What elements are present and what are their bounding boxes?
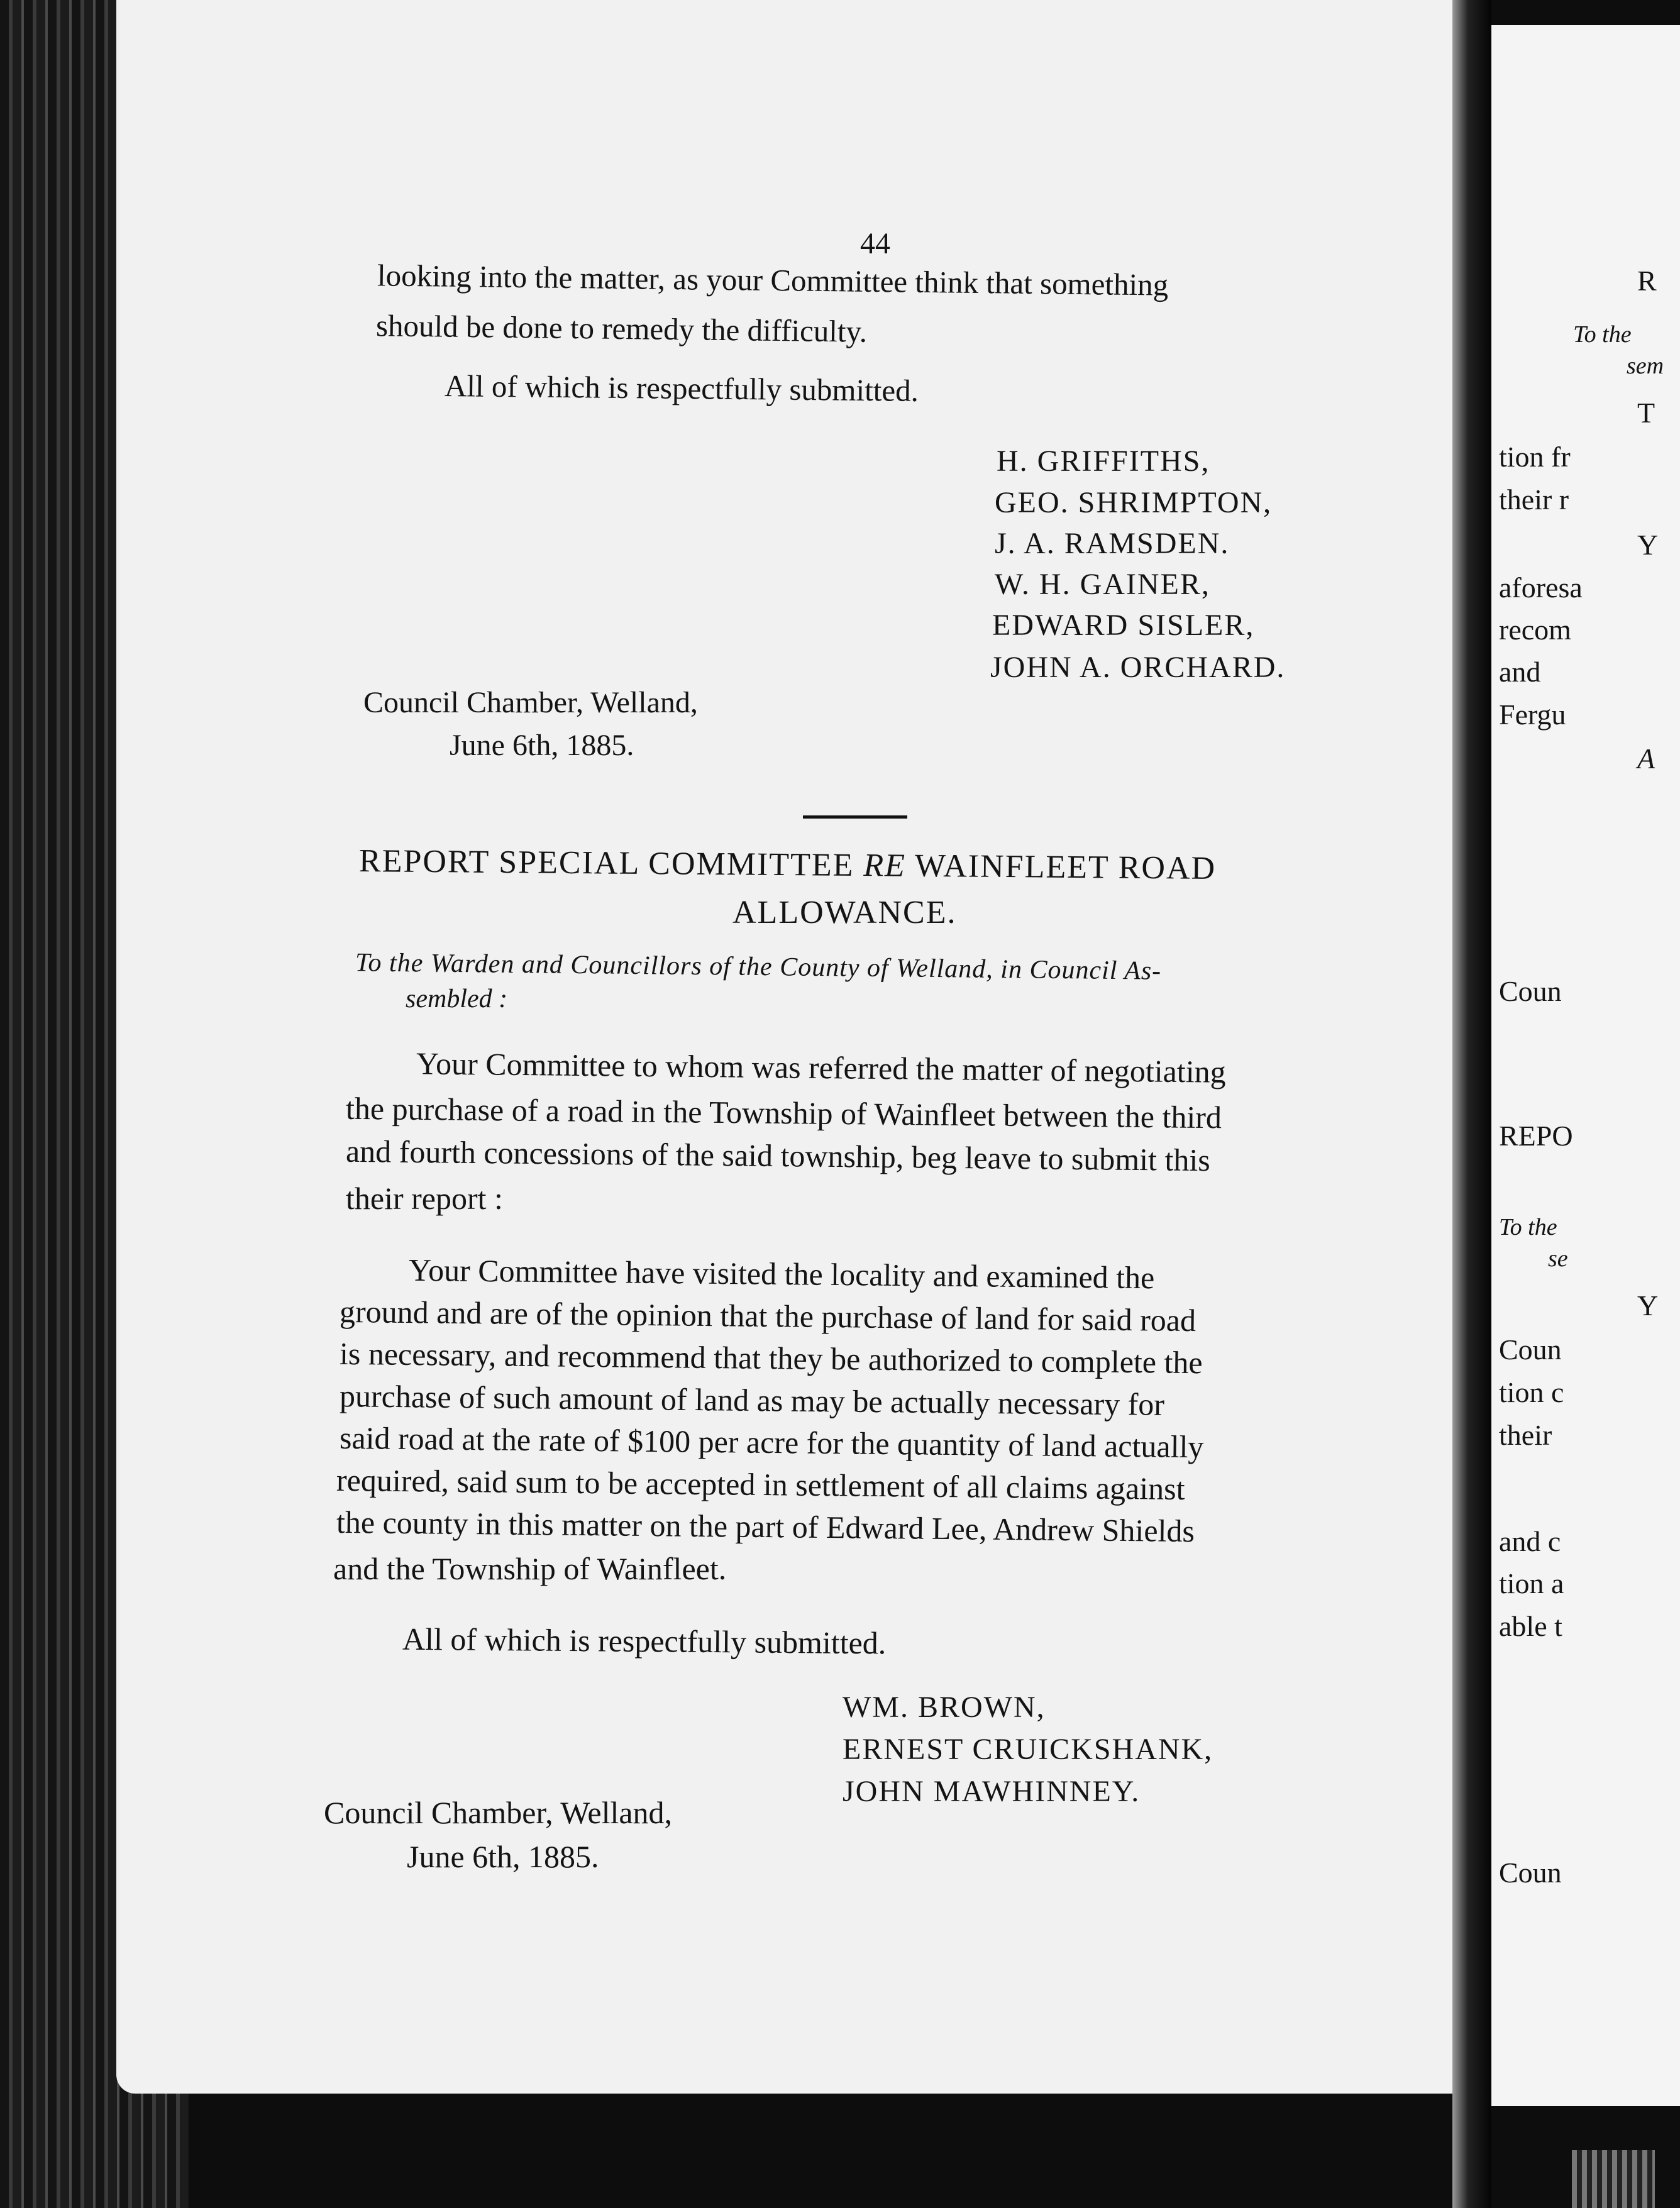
signatory: ERNEST CRUICKSHANK, bbox=[843, 1733, 1213, 1766]
facing-page-fragment: tion a bbox=[1499, 1567, 1564, 1599]
facing-page-fragment: A bbox=[1637, 742, 1655, 775]
facing-page-fragment: Y bbox=[1637, 529, 1659, 561]
place-line: Council Chamber, Welland, bbox=[324, 1795, 673, 1830]
signatory: JOHN A. ORCHARD. bbox=[990, 651, 1286, 684]
paragraph-line: Your Committee have visited the locality and examined the bbox=[408, 1252, 1155, 1296]
facing-page-fragment: aforesa bbox=[1499, 571, 1583, 604]
facing-page-fragment: Coun bbox=[1499, 975, 1562, 1007]
paragraph-line: and the Township of Wainfleet. bbox=[333, 1551, 727, 1586]
date-line: June 6th, 1885. bbox=[450, 729, 634, 762]
report-title-part: WAINFLEET ROAD bbox=[914, 847, 1217, 886]
facing-page-fragment: recom bbox=[1499, 614, 1571, 646]
address-line: sembled : bbox=[406, 985, 508, 1013]
report-title bbox=[359, 844, 1217, 886]
facing-page-fragment: Coun bbox=[1499, 1857, 1562, 1889]
paragraph-line: said road at the rate of $100 per acre for the quantity of land actually bbox=[339, 1420, 1204, 1465]
paragraph-line: required, said sum to be accepted in settlement of all claims against bbox=[336, 1462, 1185, 1507]
report-title-line2: ALLOWANCE. bbox=[732, 895, 957, 930]
facing-page-fragment: T bbox=[1637, 397, 1655, 429]
paragraph-line: ground and are of the opinion that the purchase of land for said road bbox=[339, 1293, 1196, 1339]
date-line: June 6th, 1885. bbox=[407, 1839, 599, 1874]
page-number: 44 bbox=[860, 227, 890, 260]
facing-page-fragment: Y bbox=[1637, 1289, 1659, 1322]
paragraph-line: the purchase of a road in the Township of Wainfleet between the third bbox=[345, 1090, 1222, 1135]
report-title-re: RE bbox=[863, 847, 907, 884]
signatory: JOHN MAWHINNEY. bbox=[843, 1775, 1141, 1808]
facing-page-fragment: sem bbox=[1627, 353, 1664, 379]
signatory: H. GRIFFITHS, bbox=[997, 444, 1210, 478]
address-line: To the Warden and Councillors of the County of Welland, in Council As- bbox=[355, 948, 1162, 986]
facing-page-fragment: R bbox=[1637, 265, 1657, 297]
signatory: J. A. RAMSDEN. bbox=[995, 527, 1230, 560]
facing-page-fragment: their bbox=[1499, 1419, 1552, 1451]
left-page bbox=[116, 0, 1468, 2094]
paragraph-line: the county in this matter on the part of Edward Lee, Andrew Shields bbox=[336, 1504, 1195, 1549]
facing-page bbox=[1491, 25, 1680, 2106]
continuation-line: looking into the matter, as your Committee think that something bbox=[377, 258, 1169, 302]
book-spine-fragment bbox=[1572, 2150, 1655, 2208]
paragraph-line: is necessary, and recommend that they be authorized to complete the bbox=[339, 1335, 1203, 1381]
facing-page-fragment: and bbox=[1499, 656, 1541, 688]
page-gutter bbox=[1452, 0, 1491, 2208]
facing-page-fragment: Coun bbox=[1499, 1333, 1562, 1366]
paragraph-line: Your Committee to whom was referred the matter of negotiating bbox=[416, 1046, 1226, 1090]
signatory: W. H. GAINER, bbox=[995, 568, 1210, 601]
section-divider bbox=[803, 815, 907, 819]
place-line: Council Chamber, Welland, bbox=[363, 686, 698, 719]
paragraph-line: their report : bbox=[346, 1181, 503, 1216]
continuation-line: should be done to remedy the difficulty. bbox=[375, 308, 868, 349]
signatory: EDWARD SISLER, bbox=[992, 609, 1255, 642]
signatory: GEO. SHRIMPTON, bbox=[995, 486, 1273, 519]
facing-page-fragment: tion c bbox=[1499, 1376, 1564, 1408]
report-title-part: REPORT SPECIAL COMMITTEE bbox=[358, 843, 854, 883]
facing-page-fragment: able t bbox=[1499, 1610, 1562, 1642]
paragraph-line: purchase of such amount of land as may be actually necessary for bbox=[339, 1378, 1165, 1422]
facing-page-fragment: se bbox=[1548, 1245, 1568, 1272]
facing-page-fragment: Fergu bbox=[1499, 698, 1566, 731]
closing-line: All of which is respectfully submitted. bbox=[444, 368, 919, 408]
facing-page-fragment: To the bbox=[1573, 321, 1632, 348]
facing-page-fragment: To the bbox=[1499, 1214, 1557, 1240]
facing-page-fragment: tion fr bbox=[1499, 441, 1571, 473]
signatory: WM. BROWN, bbox=[843, 1691, 1046, 1724]
facing-page-fragment: and c bbox=[1499, 1525, 1561, 1557]
facing-page-fragment: their r bbox=[1499, 483, 1569, 516]
paragraph-line: and fourth concessions of the said township, beg leave to submit this bbox=[345, 1133, 1211, 1178]
closing-line: All of which is respectfully submitted. bbox=[402, 1621, 887, 1661]
facing-page-fragment: REPO bbox=[1499, 1120, 1573, 1152]
